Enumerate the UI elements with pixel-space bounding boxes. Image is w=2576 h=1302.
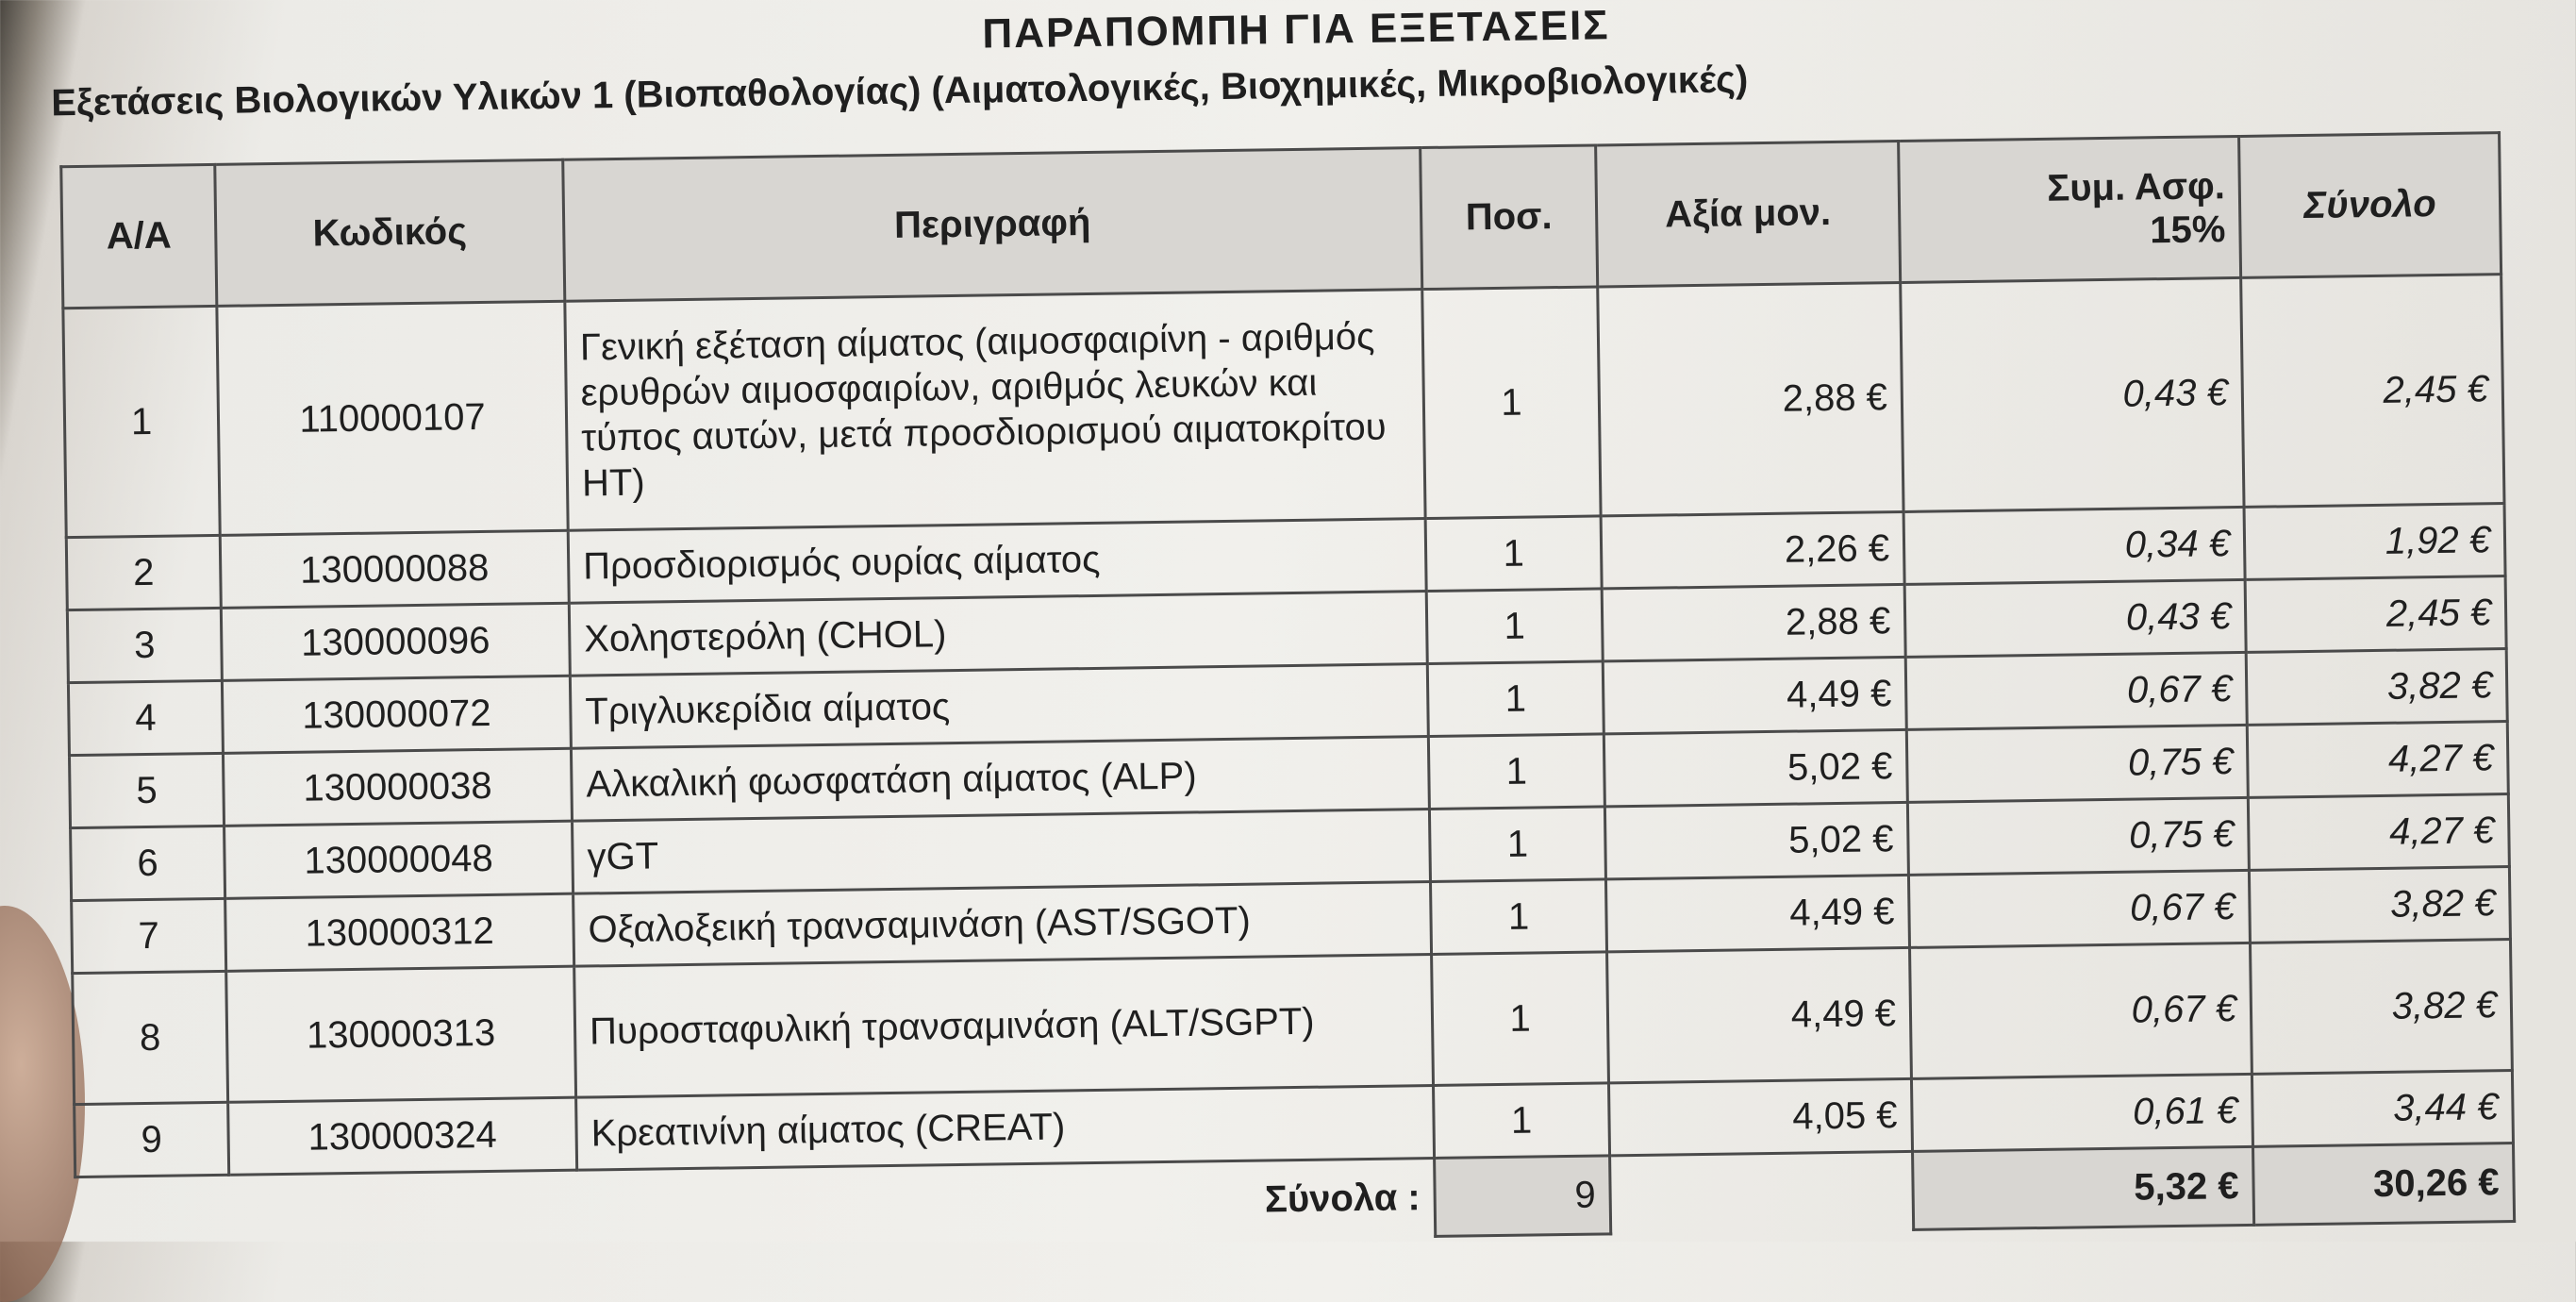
cell-unit-value: 5,02 € <box>1604 802 1908 878</box>
cell-insurance: 0,75 € <box>1906 725 2248 802</box>
totals-label: Σύνολα : <box>1264 1177 1421 1221</box>
cell-code: 130000088 <box>220 530 569 608</box>
table-row <box>63 275 2504 538</box>
cell-description: Χοληστερόλη (CHOL) <box>569 592 1427 676</box>
cell-qty: 1 <box>1422 287 1601 519</box>
totals-total: 30,26 € <box>2252 1143 2514 1226</box>
cell-qty: 1 <box>1432 952 1609 1086</box>
cell-code: 130000038 <box>223 748 572 826</box>
cell-insurance: 0,67 € <box>1908 870 2250 947</box>
cell-code: 130000072 <box>222 676 571 753</box>
cell-total: 2,45 € <box>2241 275 2504 508</box>
header-total: Σύνολο <box>2239 133 2501 278</box>
cell-description: Οξαλοξεική τρανσαμινάση (AST/SGOT) <box>573 882 1432 967</box>
cell-total: 3,82 € <box>2246 649 2507 726</box>
cell-qty: 1 <box>1425 516 1602 592</box>
cell-description: Προσδιορισμός ουρίας αίματος <box>568 519 1426 604</box>
cell-aa: 8 <box>73 971 228 1104</box>
cell-total: 3,44 € <box>2252 1071 2513 1147</box>
header-description: Περιγραφή <box>563 148 1422 302</box>
cell-insurance: 0,67 € <box>1905 652 2247 729</box>
cell-code: 130000312 <box>225 893 574 971</box>
cell-qty: 1 <box>1427 661 1604 737</box>
cell-code: 130000313 <box>226 966 576 1102</box>
cell-code: 110000107 <box>217 301 568 535</box>
cell-total: 4,27 € <box>2247 722 2508 798</box>
totals-spacer <box>1610 1151 1914 1233</box>
header-insurance-line1: Συμ. Ασφ. <box>2047 164 2226 209</box>
cell-code: 130000324 <box>228 1097 577 1175</box>
cell-code: 130000048 <box>224 821 573 898</box>
cell-insurance: 0,75 € <box>1907 797 2249 875</box>
cell-code: 130000096 <box>221 603 570 680</box>
header-aa: Α/Α <box>61 164 217 308</box>
cell-unit-value: 5,02 € <box>1604 729 1907 806</box>
cell-insurance: 0,61 € <box>1911 1074 2252 1151</box>
cell-total: 3,82 € <box>2249 867 2510 943</box>
cell-insurance: 0,67 € <box>1910 943 2252 1078</box>
cell-aa: 5 <box>69 753 224 827</box>
cell-qty: 1 <box>1434 1083 1610 1159</box>
header-insurance <box>1899 136 2241 282</box>
cell-total: 3,82 € <box>2250 940 2512 1075</box>
cell-description: γGT <box>573 810 1431 894</box>
cell-aa: 1 <box>63 306 220 537</box>
cell-description: Τριγλυκερίδια αίματος <box>570 664 1428 749</box>
exams-table <box>59 131 2516 1257</box>
cell-aa: 7 <box>72 898 226 973</box>
cell-total: 1,92 € <box>2244 504 2505 580</box>
cell-insurance: 0,34 € <box>1903 507 2245 584</box>
cell-unit-value: 2,88 € <box>1602 584 1905 660</box>
cell-unit-value: 4,49 € <box>1603 657 1906 733</box>
cell-aa: 9 <box>75 1102 229 1177</box>
cell-unit-value: 4,49 € <box>1605 875 1909 951</box>
cell-description: Κρεατινίνη αίματος (CREAT) <box>576 1085 1435 1170</box>
totals-qty: 9 <box>1435 1156 1611 1237</box>
document-title: ΠΑΡΑΠΟΜΠΗ ΓΙΑ ΕΞΕΤΑΣΕΙΣ <box>982 2 1610 58</box>
cell-aa: 2 <box>66 535 221 609</box>
cell-aa: 4 <box>68 680 223 755</box>
cell-qty: 1 <box>1429 807 1605 882</box>
cell-aa: 6 <box>71 826 225 900</box>
cell-total: 2,45 € <box>2245 576 2506 653</box>
cell-qty: 1 <box>1430 879 1606 955</box>
cell-aa: 3 <box>67 608 222 682</box>
cell-unit-value: 4,49 € <box>1607 947 1912 1082</box>
cell-description: Γενική εξέταση αίματος (αιμοσφαιρίνη - αριθμός ερυθρών αιμοσφαιρίων, αριθμός λευκών και τύπος αυτών, μετά προσδιορισμού αιματοκρίτου ΗΤ) <box>565 290 1425 531</box>
cell-unit-value: 2,26 € <box>1601 511 1904 588</box>
totals-spacer <box>229 1170 578 1253</box>
header-code: Κωδικός <box>215 159 565 306</box>
cell-insurance: 0,43 € <box>1904 579 2246 657</box>
header-qty: Ποσ. <box>1421 145 1598 290</box>
totals-spacer <box>75 1175 230 1255</box>
cell-description: Αλκαλική φωσφατάση αίματος (ALP) <box>571 737 1429 822</box>
header-insurance-line2: 15% <box>2150 208 2226 251</box>
cell-unit-value: 2,88 € <box>1598 282 1903 515</box>
cell-description: Πυροσταφυλική τρανσαμινάση (ALT/SGPT) <box>574 954 1434 1097</box>
cell-qty: 1 <box>1426 589 1603 664</box>
document-subtitle: Εξετάσεις Βιολογικών Υλικών 1 (Βιοπαθολογίας) (Αιματολογικές, Βιοχημικές, Μικροβιολογικές) <box>51 58 1749 125</box>
cell-unit-value: 4,05 € <box>1608 1078 1912 1155</box>
totals-insurance: 5,32 € <box>1913 1146 2254 1229</box>
cell-insurance: 0,43 € <box>1901 277 2244 511</box>
cell-total: 4,27 € <box>2248 794 2509 871</box>
header-unit-value: Αξία μον. <box>1596 142 1901 287</box>
cell-qty: 1 <box>1428 734 1604 810</box>
